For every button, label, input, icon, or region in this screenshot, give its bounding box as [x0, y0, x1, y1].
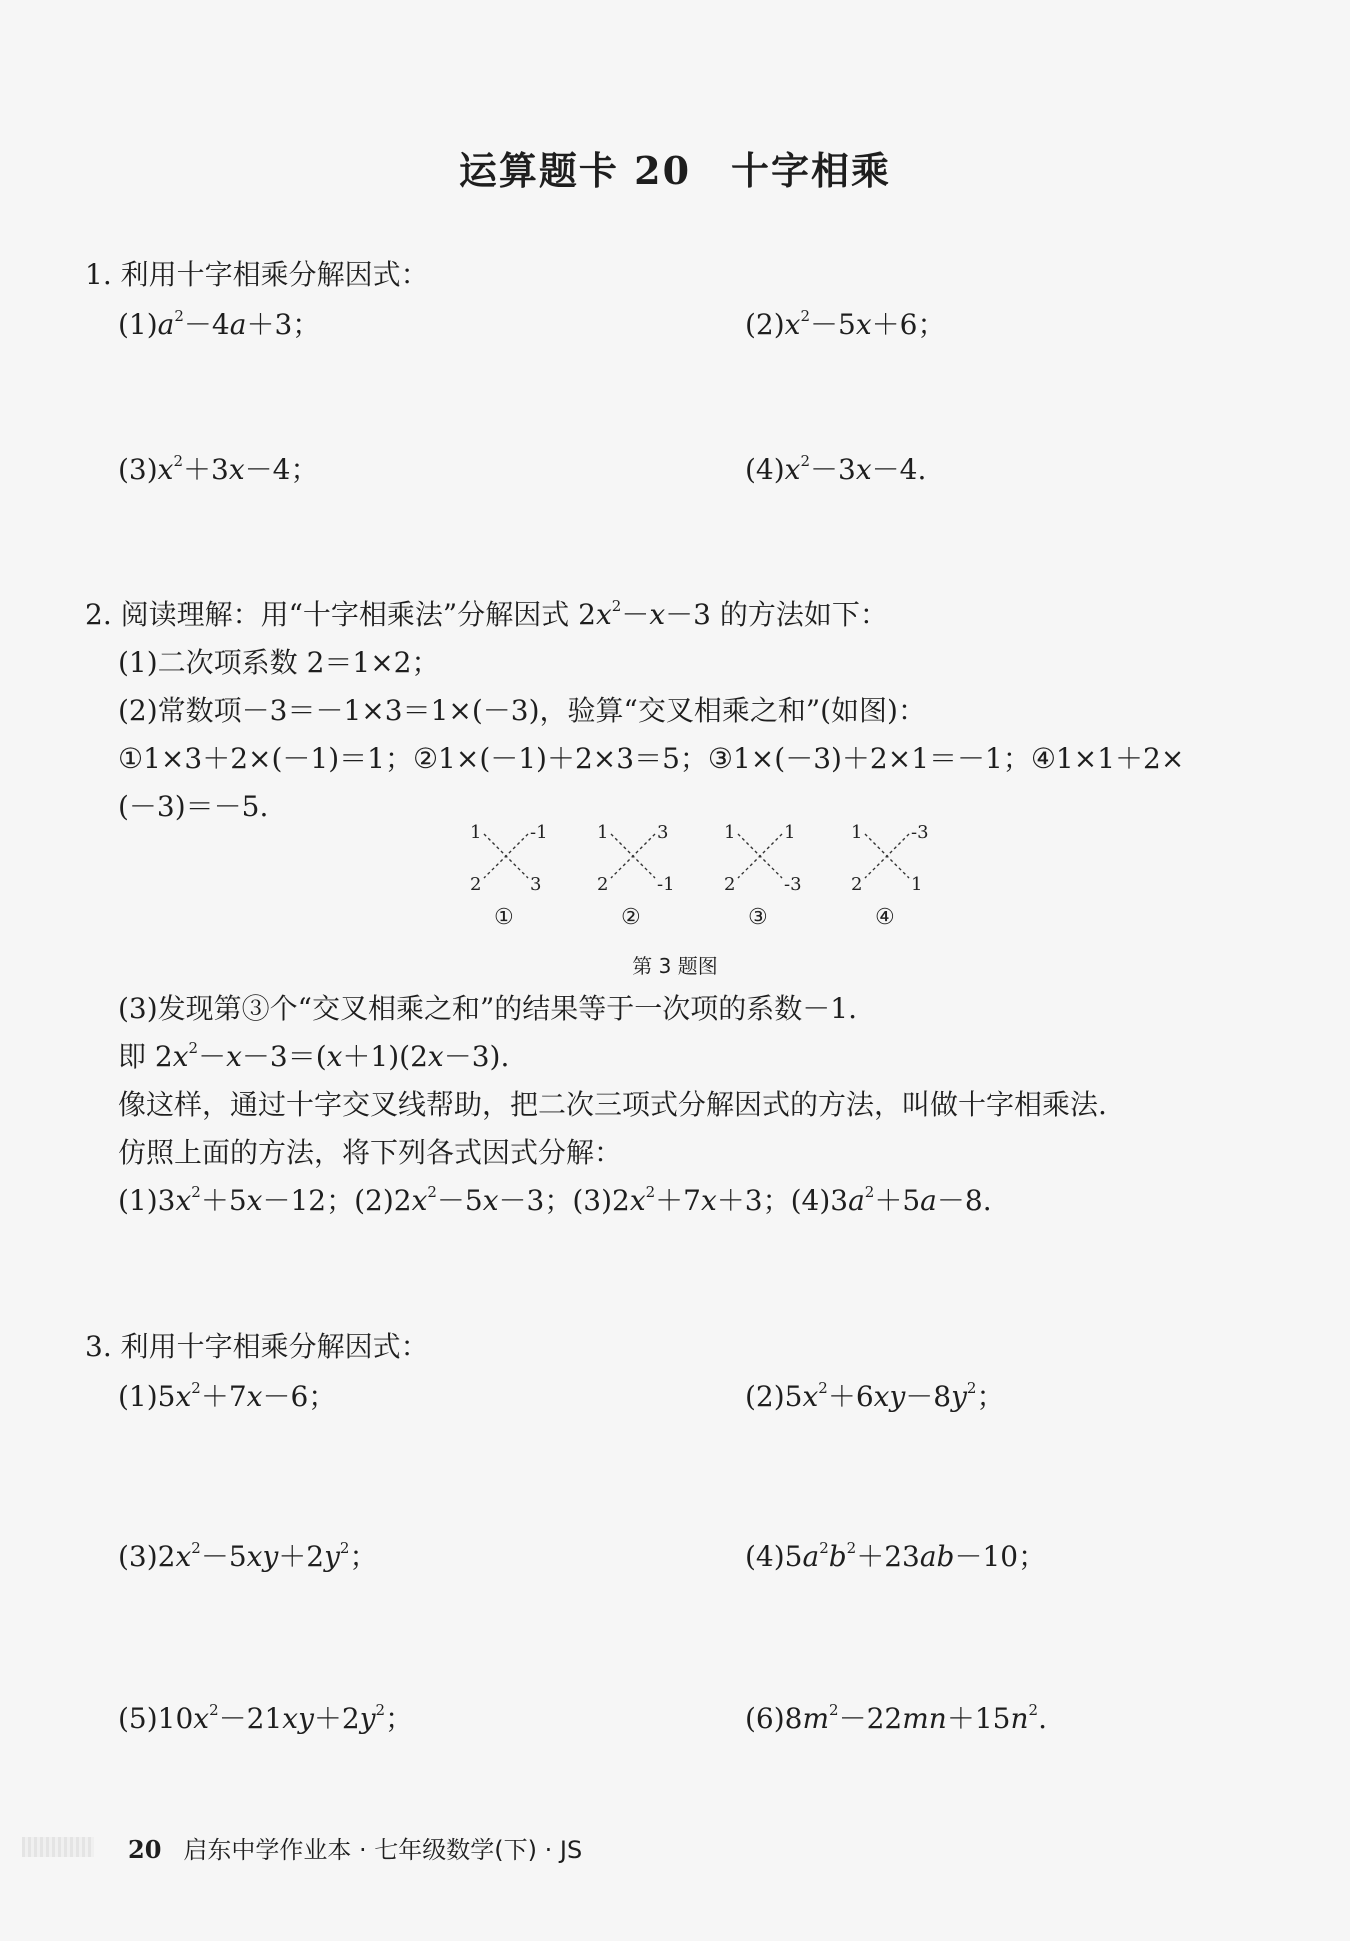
q1-part-3: $(3)x^2+3x-4$； [118, 452, 319, 486]
q2-line-6: 即 $2x^2-x-3=(x+1)(2x-3)$. [118, 1039, 510, 1073]
page-title [0, 140, 1350, 195]
diagram-label: ② [621, 905, 641, 930]
page-number: 20 [128, 1835, 162, 1864]
bottom-right-factor: -3 [784, 874, 802, 895]
bottom-right-factor: -1 [657, 874, 675, 895]
top-right-factor: -3 [911, 822, 929, 843]
scan-smudge [22, 1837, 94, 1857]
q3-part-5: $(5)10x^2-21xy+2y^2$； [118, 1701, 414, 1735]
q1-part-4: $(4)x^2-3x-4$. [745, 452, 927, 486]
q2-line-3: ①1×3＋2×(－1)＝1；②1×(－1)＋2×3＝5；③1×(－3)＋2×1＝－1；④1×1＋2× [118, 742, 1185, 775]
diagram-label: ④ [875, 905, 895, 930]
diagram-caption: 第 3 题图 [632, 954, 718, 978]
top-left-factor: 1 [851, 822, 863, 843]
q2-line-1: (1)二次项系数 2＝1×2； [118, 646, 440, 679]
cross-diagram-4 [851, 822, 929, 930]
q3-part-3: $(3)2x^2-5xy+2y^2$； [118, 1539, 378, 1573]
q3-part-1: $(1)5x^2+7x-6$； [118, 1379, 337, 1413]
q1-part-2: $(2)x^2-5x+6$； [745, 307, 946, 341]
q1-stem: 1. 利用十字相乘分解因式： [85, 258, 429, 291]
cross-line-up [738, 834, 782, 878]
cross-line-up [484, 834, 528, 878]
q3-part-6: $(6)8m^2-22mn+15n^2$. [745, 1701, 1047, 1735]
cross-diagram-3 [724, 822, 802, 930]
q2-line-2: (2)常数项－3＝－1×3＝1×(－3)，验算“交叉相乘之和”(如图)： [118, 694, 926, 727]
q2-stem: 2. 阅读理解：用“十字相乘法”分解因式 $2x^2-x-3$ 的方法如下： [85, 597, 888, 631]
q3-stem: 3. 利用十字相乘分解因式： [85, 1330, 429, 1363]
top-left-factor: 1 [724, 822, 736, 843]
bottom-right-factor: 3 [530, 874, 542, 895]
bottom-left-factor: 2 [470, 874, 482, 895]
title-topic: 十字相乘 [731, 148, 892, 193]
page-footer [128, 1830, 582, 1865]
top-left-factor: 1 [470, 822, 482, 843]
diagram-label: ① [494, 905, 514, 930]
top-right-factor: 1 [784, 822, 796, 843]
q2-line-4: (－3)＝－5. [118, 790, 269, 823]
top-right-factor: -1 [530, 822, 548, 843]
bottom-left-factor: 2 [851, 874, 863, 895]
cross-diagram-2 [597, 822, 675, 930]
bottom-right-factor: 1 [911, 874, 923, 895]
q2-line-5: (3)发现第③个“交叉相乘之和”的结果等于一次项的系数－1. [118, 992, 858, 1025]
top-left-factor: 1 [597, 822, 609, 843]
q2-line-7: 像这样，通过十字交叉线帮助，把二次三项式分解因式的方法，叫做十字相乘法. [118, 1088, 1107, 1121]
q2-line-9: $(1)3x^2+5x-12$；$(2)2x^2-5x-3$；$(3)2x^2+7x+3$；$(4)3a^2+5a-8$. [118, 1183, 992, 1217]
bottom-left-factor: 2 [597, 874, 609, 895]
cross-multiplication-diagram [450, 820, 950, 940]
q3-part-4: $(4)5a^2b^2+23ab-10$； [745, 1539, 1047, 1573]
q3-part-2: $(2)5x^2+6xy-8y^2$； [745, 1379, 1005, 1413]
cross-diagram-1 [470, 822, 548, 930]
q2-line-8: 仿照上面的方法，将下列各式因式分解： [118, 1136, 623, 1169]
diagram-label: ③ [748, 905, 768, 930]
cross-line-up [611, 834, 655, 878]
title-card-number: 运算题卡 20 [458, 148, 692, 193]
top-right-factor: 3 [657, 822, 669, 843]
q1-part-1: $(1)a^2-4a+3$； [118, 307, 321, 341]
bottom-left-factor: 2 [724, 874, 736, 895]
book-title: 启东中学作业本 · 七年级数学(下) · JS [183, 1836, 583, 1864]
cross-line-up [865, 834, 909, 878]
